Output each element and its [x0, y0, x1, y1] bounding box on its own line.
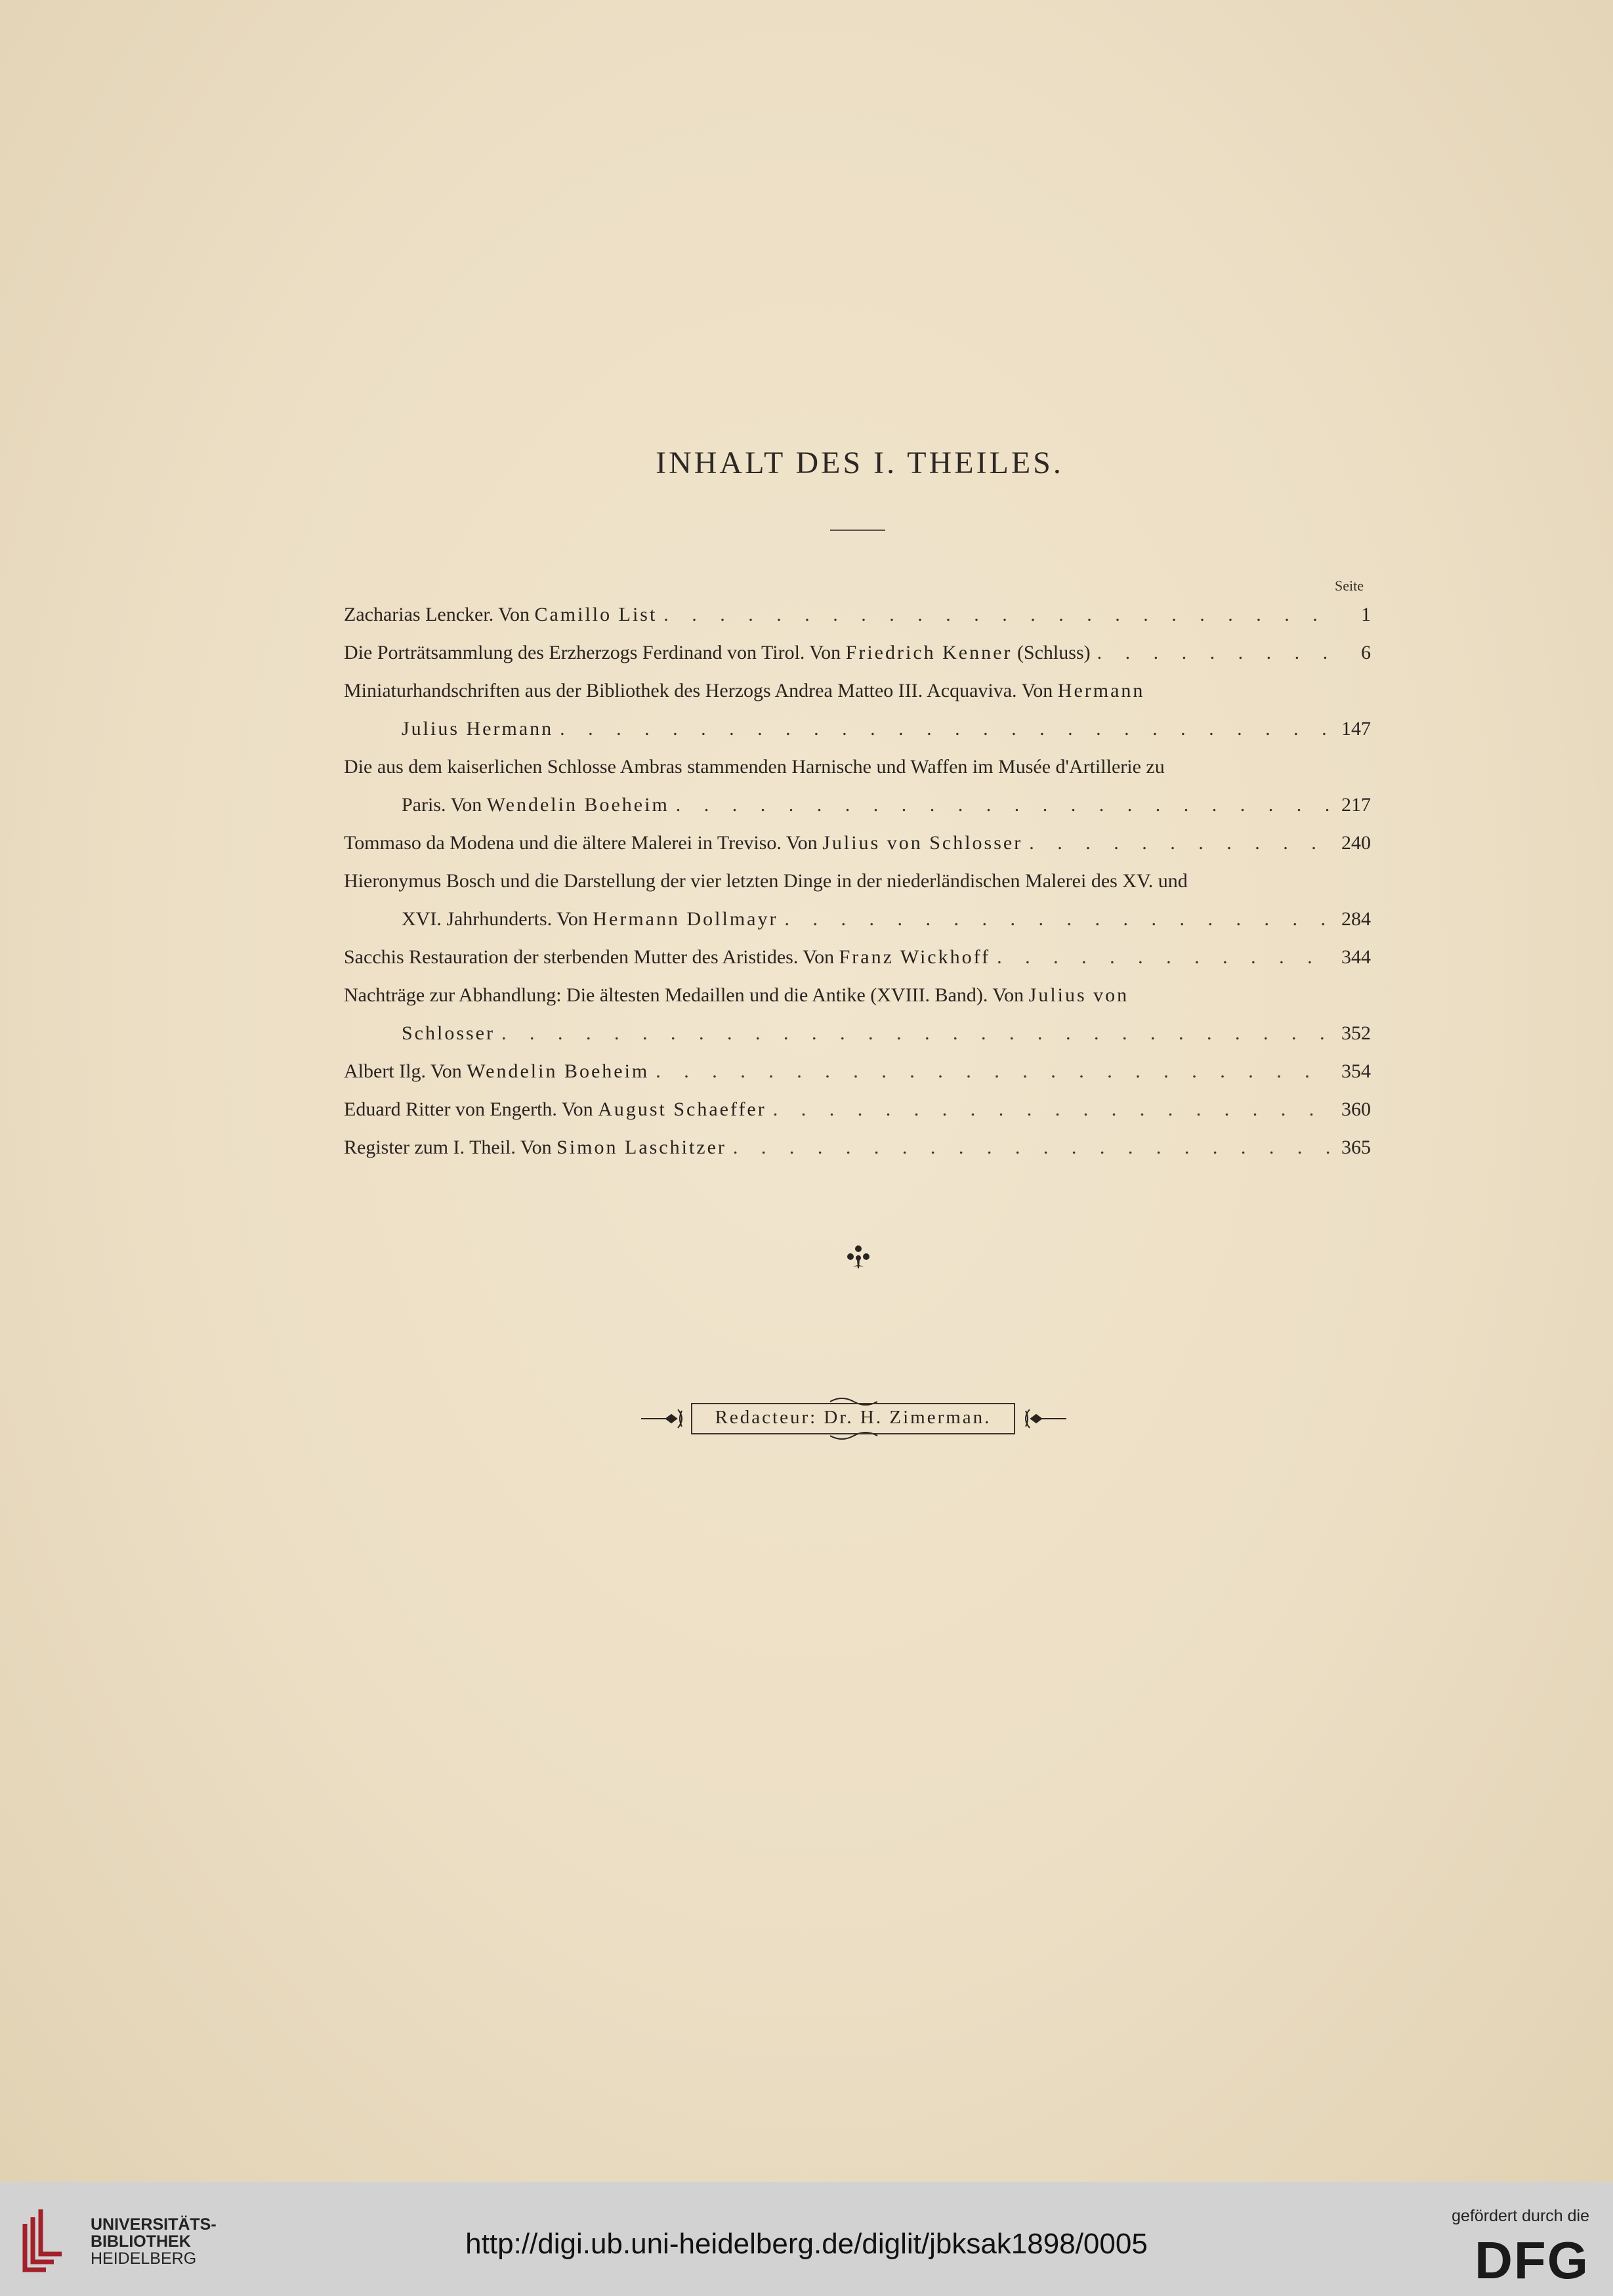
toc-page-number: 360 [1341, 1098, 1371, 1120]
toc-entry [344, 634, 1371, 672]
leader-dots [663, 596, 1334, 634]
toc-page-number: 240 [1341, 832, 1371, 854]
leader-dots [1029, 824, 1334, 862]
leader-dots [784, 900, 1334, 938]
toc-entry [344, 1053, 1371, 1091]
toc-author: Julius Hermann [402, 718, 554, 740]
toc-line [344, 1129, 1371, 1167]
toc-title: Die Porträtsammlung des Erzherzogs Ferdinand von Tirol. Von Friedrich Kenner (Schluss) [344, 642, 1091, 663]
redacteur-cartouche [640, 1396, 1068, 1441]
leader-dots [773, 1091, 1334, 1129]
toc-author: Wendelin Boeheim [467, 1060, 650, 1082]
toc-title: Miniaturhandschriften aus der Bibliothek des Herzogs Andrea Matteo III. Acquaviva. Von Hermann [344, 680, 1145, 701]
redacteur-text: Redacteur: Dr. H. Zimerman. [715, 1407, 992, 1428]
toc-page-number: 365 [1341, 1137, 1371, 1158]
toc-author: Camillo List [534, 604, 658, 625]
toc-page-number: 354 [1341, 1060, 1371, 1082]
toc-page-number: 1 [1361, 604, 1371, 625]
title-rule [830, 530, 885, 531]
toc-line [344, 976, 1371, 1014]
dfg-logo: DFG [1475, 2231, 1589, 2289]
toc-entry [344, 824, 1371, 862]
leader-dots [997, 938, 1334, 976]
toc-entry [344, 938, 1371, 976]
toc-entry [344, 976, 1371, 1053]
library-name-line3: HEIDELBERG [91, 2249, 197, 2268]
toc-author: Friedrich Kenner [845, 642, 1013, 663]
toc-page-number: 147 [1341, 718, 1371, 740]
toc-author: Julius von [1028, 984, 1129, 1006]
toc-title: Register zum I. Theil. Von Simon Laschitzer [344, 1137, 726, 1158]
toc-author: Hermann [1057, 680, 1145, 701]
toc-author: Schlosser [402, 1022, 495, 1044]
toc-author: Julius von Schlosser [822, 832, 1023, 854]
toc-line [344, 634, 1371, 672]
seite-label: Seite [1335, 577, 1364, 594]
toc-entry [344, 1129, 1371, 1167]
toc-line [344, 938, 1371, 976]
toc-title: Zacharias Lencker. Von Camillo List [344, 604, 658, 625]
toc-title: Hieronymus Bosch und die Darstellung der vier letzten Dinge in der niederländischen Malerei des XV. und [344, 870, 1188, 892]
toc-title: Paris. Von Wendelin Boeheim [402, 794, 669, 816]
leader-dots [733, 1129, 1334, 1167]
toc-author: Wendelin Boeheim [486, 794, 669, 816]
toc-page-number: 344 [1341, 946, 1371, 968]
toc-line [344, 1091, 1371, 1129]
toc-page-number: 217 [1341, 794, 1371, 816]
table-of-contents [344, 596, 1371, 1167]
toc-page-number: 284 [1341, 908, 1371, 930]
toc-author: August Schaeffer [598, 1098, 766, 1120]
toc-line [344, 748, 1371, 786]
toc-page-number: 6 [1361, 642, 1371, 663]
leader-dots [1097, 634, 1334, 672]
toc-entry [344, 1091, 1371, 1129]
fleuron-ornament [844, 1243, 873, 1272]
toc-line [344, 596, 1371, 634]
toc-title [402, 710, 553, 748]
toc-entry [344, 672, 1371, 748]
digitization-footer [0, 2182, 1613, 2296]
toc-title: Nachträge zur Abhandlung: Die ältesten Medaillen und die Antike (XVIII. Band). Von Julius von [344, 984, 1129, 1006]
toc-line [344, 824, 1371, 862]
toc-line [344, 1053, 1371, 1091]
page-title: INHALT DES I. THEILES. [656, 446, 1064, 480]
leader-dots [501, 1014, 1334, 1053]
leader-dots [560, 710, 1334, 748]
toc-author: Hermann Dollmayr [593, 908, 778, 930]
toc-entry [344, 748, 1371, 824]
toc-author: Simon Laschitzer [556, 1137, 726, 1158]
library-name-line2: BIBLIOTHEK [91, 2232, 191, 2251]
funding-caption: gefördert durch die [1452, 2207, 1589, 2225]
toc-title: Eduard Ritter von Engerth. Von August Schaeffer [344, 1098, 766, 1120]
permalink-url[interactable]: http://digi.ub.uni-heidelberg.de/diglit/jbksak1898/0005 [465, 2228, 1148, 2260]
toc-line [344, 1014, 1371, 1053]
library-name-line1: UNIVERSITÄTS- [91, 2215, 217, 2234]
toc-entry [344, 596, 1371, 634]
toc-title: Albert Ilg. Von Wendelin Boeheim [344, 1060, 650, 1082]
toc-title: Sacchis Restauration der sterbenden Mutter des Aristides. Von Franz Wickhoff [344, 946, 991, 968]
toc-line [344, 862, 1371, 900]
toc-page-number: 352 [1341, 1022, 1371, 1044]
toc-entry [344, 862, 1371, 938]
toc-line [344, 710, 1371, 748]
leader-dots [656, 1053, 1334, 1091]
leader-dots [676, 786, 1334, 824]
toc-line [344, 900, 1371, 938]
toc-author: Franz Wickhoff [839, 946, 991, 968]
toc-title: XVI. Jahrhunderts. Von Hermann Dollmayr [402, 908, 778, 930]
toc-line [344, 672, 1371, 710]
toc-title [402, 1014, 495, 1053]
toc-title: Die aus dem kaiserlichen Schlosse Ambras stammenden Harnische und Waffen im Musée d'Artillerie zu [344, 756, 1165, 778]
toc-line [344, 786, 1371, 824]
toc-title: Tommaso da Modena und die ältere Malerei in Treviso. Von Julius von Schlosser [344, 832, 1023, 854]
